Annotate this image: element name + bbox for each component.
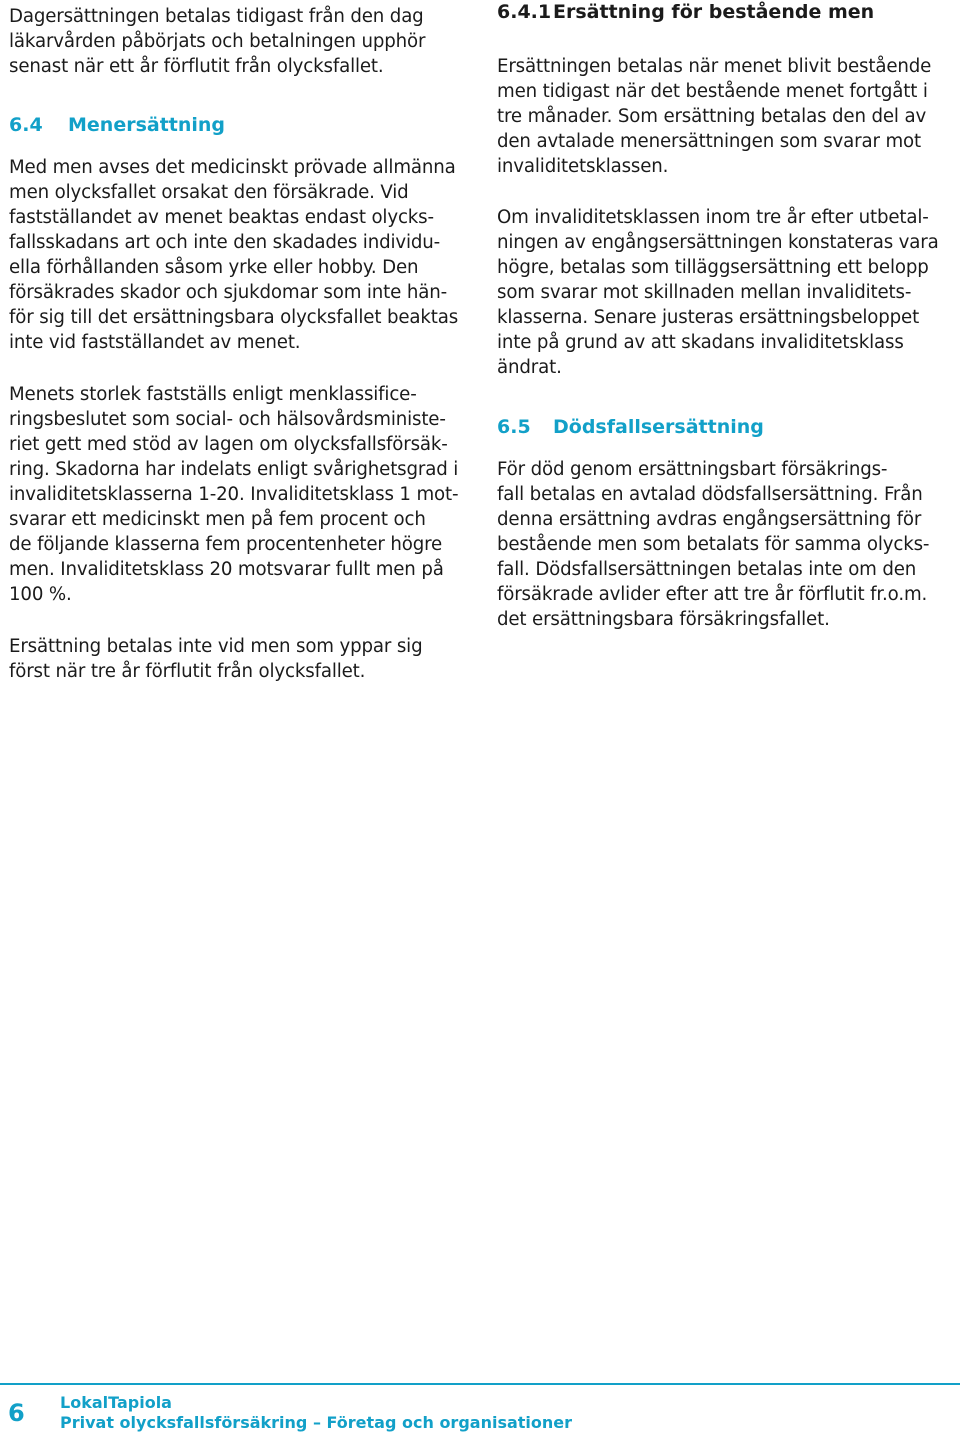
paragraph-line: ändrat. [497,357,562,378]
paragraph-line: för sig till det ersättningsbara olycksfallet beaktas [9,307,459,328]
paragraph-line: invaliditetsklasserna 1-20. Invaliditetsklass 1 mot- [9,484,459,505]
section-title: Dödsfallsersättning [553,416,764,438]
paragraph-line: försäkrade avlider efter att tre år förflutit fr.o.m. [497,584,928,605]
paragraph-line: först när tre år förflutit från olycksfallet. [9,661,366,682]
paragraph-line: men olycksfallet orsakat den försäkrade. Vid [9,182,409,203]
paragraph-line: För död genom ersättningsbart försäkrings- [497,459,888,480]
paragraph-line: ring. Skadorna har indelats enligt svårighetsgrad i [9,459,459,480]
paragraph-line: försäkrades skador och sjukdomar som inte hän- [9,282,448,303]
paragraph-line: Om invaliditetsklassen inom tre år efter utbetal- [497,207,929,228]
paragraph-line: inte på grund av att skadans invaliditetsklass [497,332,904,353]
paragraph-line: invaliditetsklassen. [497,156,669,177]
paragraph-line: svarar ett medicinskt men på fem procent och [9,509,426,530]
subsection-number: 6.4.1 [497,1,552,23]
paragraph-line: fallsskadans art och inte den skadades individu- [9,232,441,253]
paragraph-line: bestående men som betalats för samma olycks- [497,534,930,555]
footer-divider [0,1383,960,1385]
paragraph-line: högre, betalas som tilläggsersättning ett belopp [497,257,929,278]
paragraph-line: ningen av engångsersättningen konstateras vara [497,232,939,253]
paragraph-line: fall. Dödsfallsersättningen betalas inte om den [497,559,917,580]
paragraph-line: som svarar mot skillnaden mellan invaliditets- [497,282,912,303]
paragraph-line: klasserna. Senare justeras ersättningsbeloppet [497,307,920,328]
page-number: 6 [8,1399,25,1427]
paragraph-line: de följande klasserna fem procentenheter högre [9,534,443,555]
paragraph-line: den avtalade menersättningen som svarar mot [497,131,921,152]
paragraph-line: men tidigast när det bestående menet fortgått i [497,81,928,102]
paragraph-line: denna ersättning avdras engångsersättning för [497,509,922,530]
paragraph-line: riet gett med stöd av lagen om olycksfallsförsäk- [9,434,448,455]
paragraph-line: tre månader. Som ersättning betalas den del av [497,106,927,127]
paragraph-line: 100 %. [9,584,72,605]
paragraph-line: Ersättningen betalas när menet blivit bestående [497,56,932,77]
paragraph-line: men. Invaliditetsklass 20 motsvarar fullt men på [9,559,444,580]
section-title: Menersättning [68,114,226,136]
brand-name: LokalTapiola [60,1393,172,1412]
paragraph-line: Med men avses det medicinskt prövade allmänna [9,157,456,178]
intro-line: senast när ett år förflutit från olycksfallet. [9,56,384,77]
subsection-title: Ersättning för bestående men [553,1,875,23]
intro-line: läkarvården påbörjats och betalningen upphör [9,31,426,52]
section-number: 6.4 [9,114,43,136]
paragraph-line: inte vid fastställandet av menet. [9,332,301,353]
paragraph-line: ringsbeslutet som social- och hälsovårdsministe- [9,409,446,430]
paragraph-line: fall betalas en avtalad dödsfallsersättning. Från [497,484,923,505]
section-number: 6.5 [497,416,531,438]
paragraph-line: Ersättning betalas inte vid men som yppar sig [9,636,423,657]
document-title: Privat olycksfallsförsäkring – Företag och organisationer [60,1413,573,1432]
paragraph-line: fastställandet av menet beaktas endast olycks- [9,207,434,228]
paragraph-line: Menets storlek fastställs enligt menklassifice- [9,384,417,405]
paragraph-line: ella förhållanden såsom yrke eller hobby. Den [9,257,419,278]
intro-line: Dagersättningen betalas tidigast från den dag [9,6,424,27]
paragraph-line: det ersättningsbara försäkringsfallet. [497,609,830,630]
